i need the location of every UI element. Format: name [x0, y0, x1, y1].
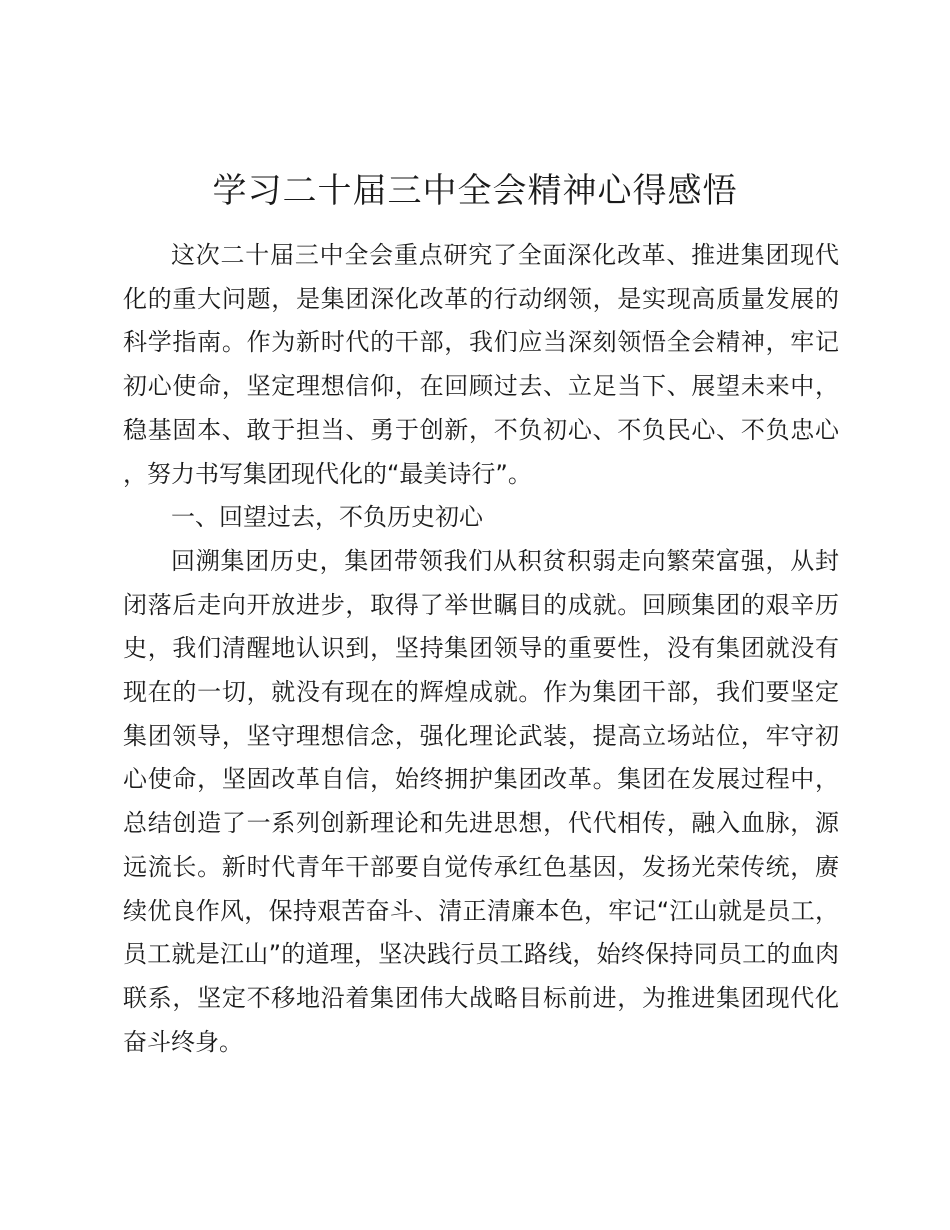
document-title: 学习二十届三中全会精神心得感悟 [212, 171, 738, 211]
document-body [123, 234, 839, 1064]
intro-paragraph: 这次二十届三中全会重点研究了全面深化改革、推进集团现代化的重大问题，是集团深化改革的行动纲领，是实现高质量发展的科学指南。作为新时代的干部，我们应当深刻领悟全会精神，牢记初心使命，坚定理想信仰，在回顾过去、立足当下、展望未来中，稳基固本、敢于担当、勇于创新，不负初心、不负民心、不负忠心，努力书写集团现代化的“最美诗行”。 [123, 241, 839, 488]
section-paragraph: 回溯集团历史，集团带领我们从积贫积弱走向繁荣富强，从封闭落后走向开放进步，取得了举世瞩目的成就。回顾集团的艰辛历史，我们清醒地认识到，坚持集团领导的重要性，没有集团就没有现在的一切，就没有现在的辉煌成就。作为集团干部，我们要坚定集团领导，坚守理想信念，强化理论武装，提高立场站位，牢守初心使命，坚固改革自信，始终拥护集团改革。集团在发展过程中，总结创造了一系列创新理论和先进思想，代代相传，融入血脉，源远流长。新时代青年干部要自觉传承红色基因，发扬光荣传统，赓续优良作风，保持艰苦奋斗、清正清廉本色，牢记“江山就是员工，员工就是江山”的道理，坚决践行员工路线，始终保持同员工的血肉联系，坚定不移地沿着集团伟大战略目标前进，为推进集团现代化奋斗终身。 [123, 546, 839, 1056]
section-heading: 一、回望过去，不负历史初心 [171, 503, 483, 532]
